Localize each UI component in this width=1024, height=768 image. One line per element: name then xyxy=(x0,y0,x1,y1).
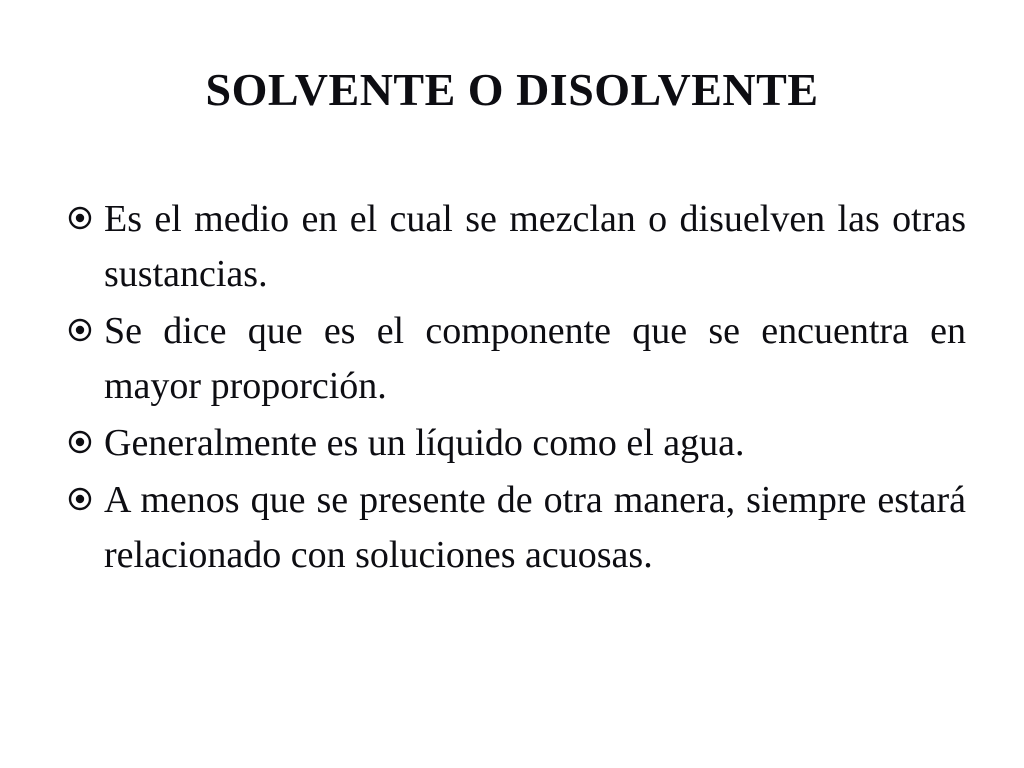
slide-title: SOLVENTE O DISOLVENTE xyxy=(205,64,819,115)
bullet-item xyxy=(62,473,966,583)
target-circle-icon xyxy=(68,430,92,454)
bullet-list xyxy=(62,192,966,585)
target-circle-icon xyxy=(68,318,92,342)
bullet-text: A menos que se presente de otra manera, siempre estará relacionado con soluciones acuosas. xyxy=(104,479,966,576)
bullet-item xyxy=(62,416,966,471)
bullet-text: Se dice que es el componente que se encuentra en mayor proporción. xyxy=(104,310,966,407)
bullet-item xyxy=(62,192,966,302)
target-circle-icon xyxy=(68,206,92,230)
bullet-item xyxy=(62,304,966,414)
bullet-text: Generalmente es un líquido como el agua. xyxy=(104,422,745,464)
bullet-text: Es el medio en el cual se mezclan o disuelven las otras sustancias. xyxy=(104,198,966,295)
target-circle-icon xyxy=(68,487,92,511)
